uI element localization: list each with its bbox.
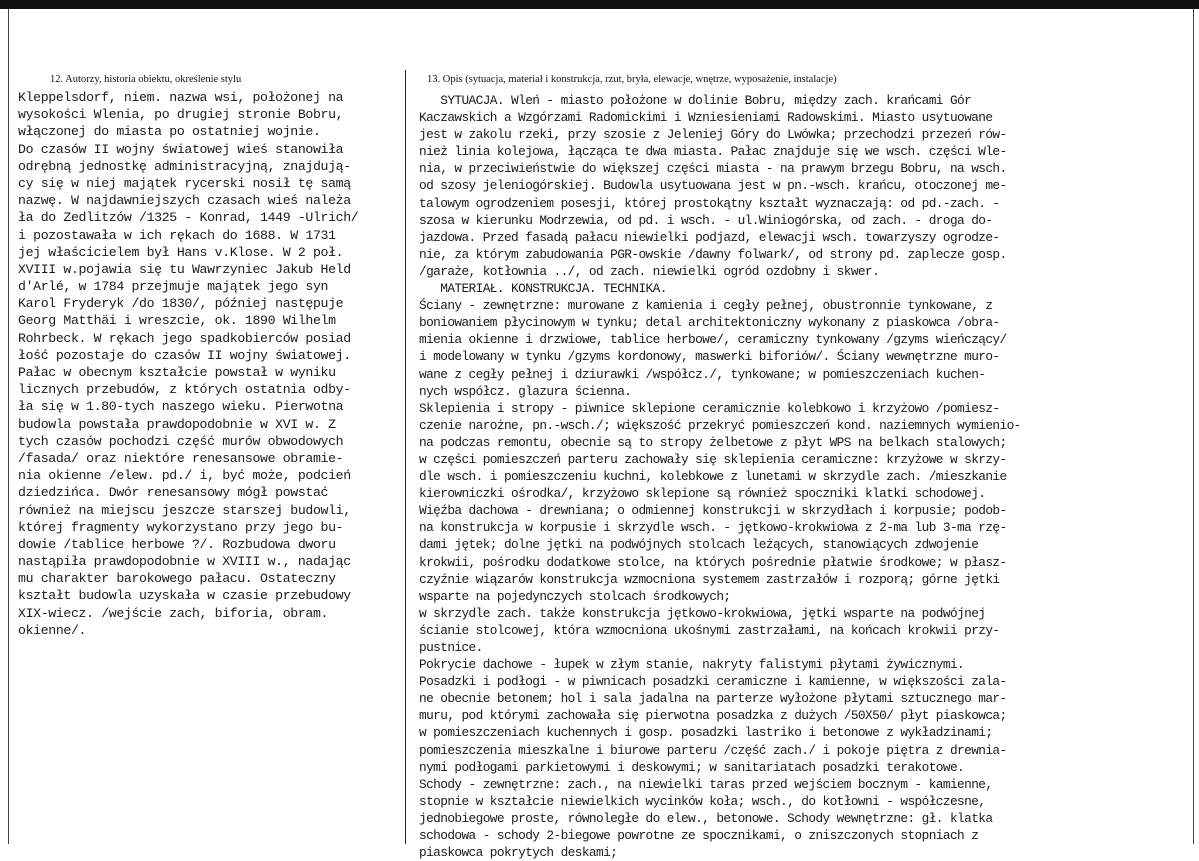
- history-text-line: licznych przebudów, z których ostatnia odby-: [18, 382, 351, 398]
- history-text-line: d'Arlé, w 1784 przejmuje majątek jego syn: [18, 279, 329, 295]
- history-text-line: budowla powstała prawdopodobnie w XVI w. Z: [18, 416, 336, 432]
- history-text-line: Pałac w obecnym kształcie powstał w wyniku: [18, 365, 336, 380]
- column-divider: [405, 70, 406, 844]
- history-text-line: dziedzińca. Dwór renesansowy mógł powstać: [18, 485, 329, 501]
- history-text-line: włączonej do miasta po ostatniej wojnie.: [18, 124, 321, 140]
- history-text-line: /fasada/ oraz niektóre renesansowe obramie-: [18, 450, 344, 466]
- description-text-line: Więźba dachowa - drewniana; o odmiennej konstrukcji w skrzydłach i korpusie; podob-: [419, 503, 1007, 519]
- description-text-line: i modelowany w tynku /gzyms kordonowy, maswerki biforiów/. Ściany wewnętrzne muro-: [419, 349, 1000, 365]
- history-text-line: której fragmenty wykorzystano przy jego bu-: [18, 519, 344, 535]
- history-text-line: dowie /tablice herbowe ?/. Rozbudowa dworu: [18, 536, 336, 552]
- history-text-line: nazwę. W najdawniejszych czasach wieś należa: [18, 193, 351, 209]
- history-text-line: i pozostawała w ich rękach do 1688. W 1731: [18, 227, 336, 243]
- description-text-line: nia, w przeciwieństwie do większej części miasta - na prawym brzegu Bobru, na wsch.: [419, 161, 1007, 177]
- history-text-line: kształt budowla uzyskała w czasie przebudowy: [18, 588, 351, 604]
- description-text-line: pomieszczenia mieszkalne i biurowe parteru /część zach./ i pokoje piętra z drewnia-: [419, 742, 1007, 758]
- description-text-line: kierowniczki ośrodka/, krzyżowo sklepione są również spoczniki klatki schodowej.: [419, 486, 986, 502]
- description-text-line: MATERIAŁ. KONSTRUKCJA. TECHNIKA.: [419, 281, 667, 297]
- history-text-line: wysokości Wlenia, po drugiej stronie Bobru,: [18, 107, 344, 123]
- history-text-line: również na miejscu jeszcze starszej budowli,: [18, 502, 351, 518]
- history-text-line: Kleppelsdorf, niem. nazwa wsi, położonej na: [18, 90, 344, 105]
- history-text-line: Karol Fryderyk /do 1830/, później następuje: [18, 296, 344, 312]
- description-text-line: ścianie stolcowej, która wzmocniona ukośnymi zastrzałami, na końcach krokwii przy-: [419, 622, 1000, 638]
- history-text-line: XIX-wiecz. /wejście zach, biforia, obram.: [18, 605, 329, 621]
- description-text-line: nie, za którym zabudowania PGR-owskie /dawny folwark/, od strony pd. zaplecze gosp.: [419, 246, 1007, 262]
- history-text-line: nia okienne /elew. pd./ i, być może, podcień: [18, 468, 351, 484]
- description-text-line: wsparte na pojedynczych stolcach środkowych;: [419, 588, 731, 604]
- history-text-line: jej właścicielem był Hans v.Klose. W 2 poł.: [18, 244, 344, 260]
- description-text-line: czenie narożne, pn.-wsch./; większość przekryć pomieszczeń kond. naziemnych wymienio-: [419, 417, 1021, 433]
- description-text-line: od szosy jeleniogórskiej. Budowla usytuowana jest w pn.-wsch. krańcu, otoczonej me-: [419, 178, 1007, 194]
- description-text-line: na podczas remontu, obecnie są to stropy żelbetowe z płyt WPS na belkach stalowych;: [419, 434, 1007, 450]
- description-text-column: [419, 92, 1021, 861]
- history-text-line: nastąpiła prawdopodobnie w XVIII w., nadając: [18, 554, 351, 570]
- description-text-line: nymi podłogami parkietowymi i deskowymi; w sanitariatach posadzki terakotowe.: [419, 759, 965, 775]
- description-text-line: wane z cegły pełnej i dziurawki /współcz./, tynkowane; w pomieszczeniach kuchen-: [419, 366, 986, 382]
- description-text-line: dle wsch. i pomieszczeniu kuchni, kolebkowe z lunetami w skrzydle zach. /mieszkanie: [419, 469, 1007, 485]
- description-text-line: Sklepienia i stropy - piwnice sklepione ceramicznie kolebkowo i krzyżowo /pomiesz-: [419, 400, 1000, 416]
- history-text-line: Do czasów II wojny światowej wieś stanowiła: [18, 141, 344, 157]
- history-text-line: XVIII w.pojawia się tu Wawrzyniec Jakub Held: [18, 261, 351, 277]
- right-section-heading: 13. Opis (sytuacja, materiał i konstrukcja, rzut, bryła, elewacje, wnętrze, wyposażenie, instalacje): [427, 74, 837, 85]
- description-text-line: SYTUACJA. Wleń - miasto położone w dolinie Bobru, między zach. krańcami Gór: [419, 93, 972, 108]
- description-text-line: piaskowca pokrytych deskami;: [419, 845, 618, 861]
- description-text-line: w części pomieszczeń parteru zachowały się sklepienia ceramiczne: krzyżowe w skrzy-: [419, 451, 1007, 467]
- description-text-line: Kaczawskich a Wzgórzami Radomickimi i Wzniesieniami Radowskimi. Miasto usytuowane: [419, 110, 993, 126]
- history-text-line: ła się w 1.80-tych naszego wieku. Pierwotna: [18, 399, 344, 415]
- history-text-line: okienne/.: [18, 622, 87, 638]
- history-text-line: łość pozostaje do czasów II wojny światowej.: [18, 347, 351, 363]
- description-text-line: na konstrukcja w korpusie i skrzydle wsch. - jętkowo-krokwiowa z 2-ma lub 3-ma rzę-: [419, 520, 1007, 536]
- description-text-line: czyźnie wiązarów konstrukcja wzmocniona systemem zastrzałów i rozporą; górne jętki: [419, 571, 1000, 587]
- history-text-line: odrębną jednostkę administracyjną, znajdują-: [18, 158, 351, 174]
- description-text-line: boniowaniem płycinowym w tynku; detal architektoniczny wykonany z piaskowca /obra-: [419, 315, 1000, 331]
- description-text-line: ne obecnie betonem; hol i sala jadalna na parterze wyłożone płytami sztucznego mar-: [419, 691, 1007, 707]
- description-text-line: Posadzki i podłogi - w piwnicach posadzki ceramiczne i kamienne, w większości zala-: [419, 674, 1007, 690]
- history-text-column: [18, 89, 358, 639]
- description-text-line: /garaże, kotłownia ../, od zach. niewielki ogród ozdobny i skwer.: [419, 263, 880, 279]
- history-text-line: cy się w niej majątek rycerski nosił tę samą: [18, 175, 351, 191]
- description-text-line: Ściany - zewnętrzne: murowane z kamienia i cegły pełnej, obustronnie tynkowane, z: [419, 298, 993, 314]
- top-border-bar: [0, 0, 1199, 9]
- description-text-line: stopnie w kształcie niewielkich wycinków koła; wsch., do kotłowni - współczesne,: [419, 793, 986, 809]
- description-text-line: pustnice.: [419, 640, 483, 655]
- description-text-line: muru, pod którymi zachowała się pierwotna posadzka z dużych /50X50/ płyt piaskowca;: [419, 708, 1007, 724]
- description-text-line: mienia okienne i drzwiowe, tablice herbowe/, ceramiczny tynkowany /gzyms wieńczący/: [419, 332, 1007, 348]
- description-text-line: szosa w kierunku Modrzewia, od pd. i wsch. - ul.Winiogórska, od zach. - droga do-: [419, 212, 993, 228]
- description-text-line: jazdowa. Przed fasadą pałacu niewielki podjazd, elewacji wsch. towarzyszy ogrodze-: [419, 229, 1000, 245]
- description-text-line: Schody - zewnętrzne: zach., na niewielki taras przed wejściem bocznym - kamienne,: [419, 776, 993, 792]
- history-text-line: ła do Zedlitzów /1325 - Konrad, 1449 -Ulrich/: [18, 210, 359, 226]
- description-text-line: w skrzydle zach. także konstrukcja jętkowo-krokwiowa, jętki wsparte na podwójnej: [419, 605, 986, 621]
- history-text-line: mu charakter barokowego pałacu. Ostateczny: [18, 571, 336, 587]
- description-text-line: talowym ogrodzeniem posesji, której prostokątny kształt wyznaczają: od pd.-zach. -: [419, 195, 1000, 211]
- description-text-line: dami jętek; dolne jętki na podwójnych stolcach leżących, stanowiących zdwojenie: [419, 537, 979, 553]
- description-text-line: jest w zakolu rzeki, przy szosie z Jeleniej Góry do Lwówka; przechodzi przezeń rów-: [419, 127, 1007, 143]
- history-text-line: Rohrbeck. W rękach jego spadkobierców posiad: [18, 330, 351, 346]
- history-text-line: tych czasów pochodzi część murów obwodowych: [18, 433, 344, 449]
- description-text-line: nież linia kolejowa, łącząca te dwa miasta. Pałac znajduje się we wsch. części Wle-: [419, 144, 1007, 160]
- description-text-line: Pokrycie dachowe - łupek w złym stanie, nakryty falistymi płytami żywicznymi.: [419, 657, 965, 673]
- description-text-line: jednobiegowe proste, równoległe do elew., betonowe. Schody wewnętrzne: gł. klatka: [419, 810, 993, 826]
- left-section-heading: 12. Autorzy, historia obiektu, określenie stylu: [50, 74, 242, 85]
- description-text-line: schodowa - schody 2-biegowe powrotne ze spocznikami, o zniszczonych stopniach z: [419, 828, 979, 844]
- history-text-line: Georg Matthäi i wreszcie, ok. 1890 Wilhelm: [18, 313, 336, 329]
- description-text-line: nych współcz. glazura ścienna.: [419, 383, 632, 399]
- description-text-line: w pomieszczeniach kuchennych i gosp. posadzki lastriko i betonowe z wykładzinami;: [419, 725, 993, 741]
- description-text-line: krokwii, pośrodku dodatkowe stolce, na których pośrednie płatwie środkowe; w płasz-: [419, 554, 1007, 570]
